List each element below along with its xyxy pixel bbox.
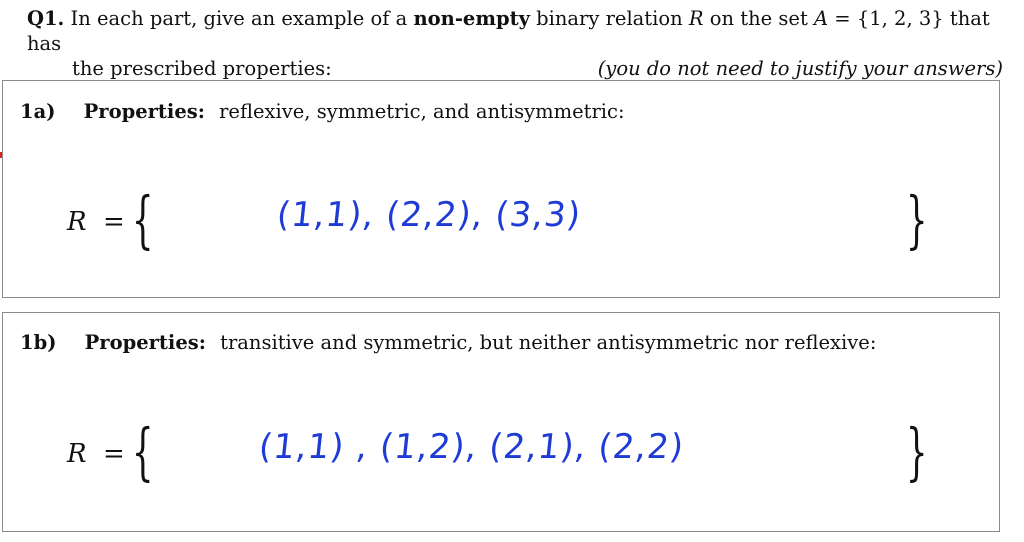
- question-note: (you do not need to justify your answers): [597, 57, 1003, 80]
- close-brace-1a: }: [905, 183, 928, 256]
- answer-box-1b: [2, 312, 1000, 532]
- question-set-value: = {1, 2, 3}: [834, 7, 944, 30]
- question-rest-b: on the set: [709, 7, 808, 30]
- part-label-1b: 1b): [20, 331, 57, 354]
- properties-label-1b: Properties:: [84, 331, 206, 354]
- properties-label-1a: Properties:: [83, 100, 205, 123]
- part-header-1b: [20, 331, 876, 354]
- properties-text-1a: reflexive, symmetric, and antisymmetric:: [219, 100, 625, 123]
- question-number: Q1.: [27, 7, 65, 30]
- handwritten-answer-1b: (1,1) , (1,2), (2,1), (2,2): [256, 427, 687, 467]
- relation-line-1b: [67, 415, 967, 495]
- question-intro: In each part, give an example of a: [70, 7, 408, 30]
- question-line-1: [27, 6, 1003, 56]
- question-relation-symbol: R: [688, 7, 704, 30]
- part-label-1a: 1a): [20, 100, 56, 123]
- relation-symbol-1a: R: [67, 207, 87, 237]
- relation-line-1a: [67, 183, 967, 263]
- open-brace-1b: {: [131, 415, 154, 488]
- equals-sign-1a: =: [103, 207, 125, 237]
- handwritten-answer-1a: (1,1), (2,2), (3,3): [274, 195, 584, 235]
- question-set-name: A: [814, 7, 829, 30]
- equals-sign-1b: =: [103, 439, 125, 469]
- part-header-1a: [20, 100, 625, 123]
- question-rest-a: binary relation: [536, 7, 683, 30]
- properties-text-1b: transitive and symmetric, but neither antisymmetric nor reflexive:: [220, 331, 877, 354]
- close-brace-1b: }: [905, 415, 928, 488]
- question-line-2: [27, 56, 1003, 81]
- answer-box-1a: [2, 80, 1000, 298]
- relation-symbol-1b: R: [67, 439, 87, 469]
- question-header: [27, 6, 1003, 81]
- question-rest-c: that has: [27, 7, 990, 55]
- question-bold-phrase: non-empty: [413, 7, 530, 30]
- question-line2-text: the prescribed properties:: [72, 57, 332, 80]
- open-brace-1a: {: [131, 183, 154, 256]
